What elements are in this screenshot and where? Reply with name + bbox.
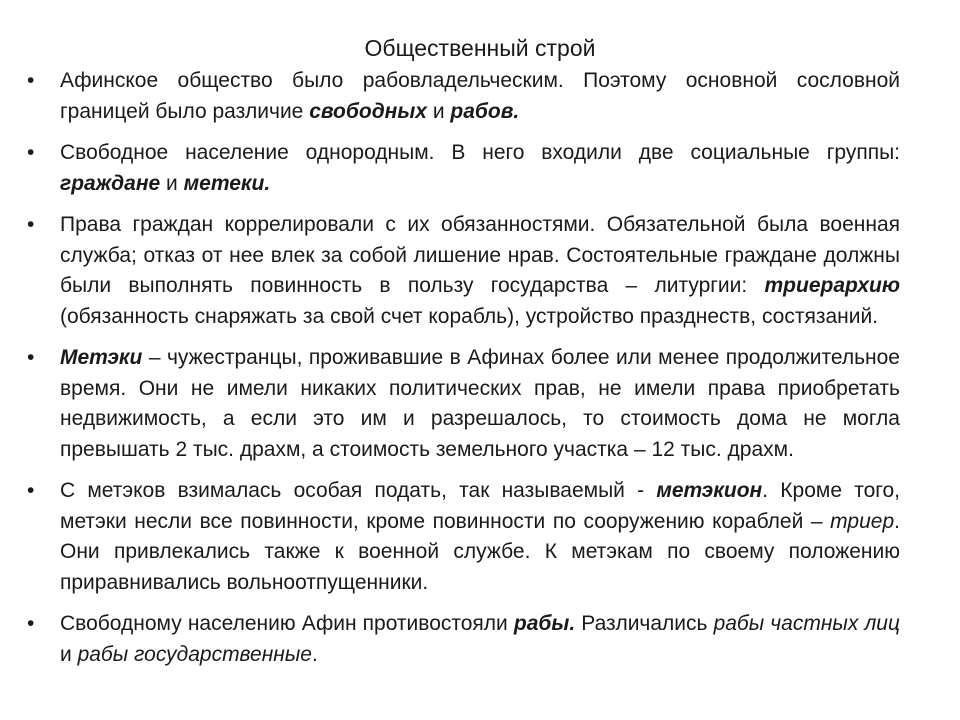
bullet-text: . Они привлекались также к военной службе. К метэкам по своему положению приравнивались вольноотпущенники. (60, 509, 900, 594)
bullet-text: . Кроме того, метэки несли все повинности, кроме повинности по сооружению кораблей – (60, 479, 900, 533)
emphasized-text: свободных (309, 99, 427, 123)
bullet-item (0, 609, 900, 670)
bullet-item (0, 66, 900, 127)
bullet-item (0, 210, 900, 332)
bullet-text: Права граждан коррелировали с их обязанностями. Обязательной была военная служба; отказ от нее влек за собой лишение нрав. Состоятельные граждане должны были выполнять повинность в пользу государства – литургии: (60, 213, 900, 297)
bullet-text: и (60, 642, 78, 666)
slide-title: Общественный строй (364, 35, 596, 61)
bullet-text: (обязанность снаряжать за свой счет корабль), устройство празднеств, состязаний. (60, 304, 879, 328)
emphasized-text: метэкион (656, 479, 763, 502)
bullet-item (0, 138, 900, 199)
emphasized-text: Метэки (60, 346, 143, 369)
bullet-text: и (160, 171, 184, 195)
emphasized-text: рабы государственные (77, 642, 312, 666)
bullet-text: и (426, 99, 451, 123)
emphasized-text: метеки. (183, 171, 271, 195)
emphasized-text: триер (830, 509, 895, 533)
bullet-text: . (311, 642, 318, 666)
bullet-text: С метэков взималась особая подать, так называемый - (60, 479, 657, 502)
emphasized-text: рабы частных лиц (713, 612, 900, 635)
bullet-list (0, 66, 960, 681)
emphasized-text: рабы. (513, 612, 576, 635)
bullet-text: Афинское общество было рабовладельческим. Поэтому основной сословной границей было различие (60, 69, 900, 123)
bullet-item (0, 343, 900, 465)
emphasized-text: триерархию (764, 274, 900, 297)
bullet-item (0, 476, 900, 598)
emphasized-text: граждане (60, 171, 161, 195)
bullet-text: Свободное население однородным. В него входили две социальные группы: (60, 141, 900, 164)
bullet-text: Свободному населению Афин противостояли (60, 612, 514, 635)
bullet-text: – чужестранцы, проживавшие в Афинах более или менее продолжительное время. Они не имели никаких политических прав, не имели права приобретать недвижимость, а если это им и разрешалось, то стоимость дома не могла превышать 2 тыс. драхм, а стоимость земельного участка – 12 тыс. драхм. (60, 346, 900, 461)
bullet-text: Различались (575, 612, 714, 635)
emphasized-text: рабов. (450, 99, 520, 123)
